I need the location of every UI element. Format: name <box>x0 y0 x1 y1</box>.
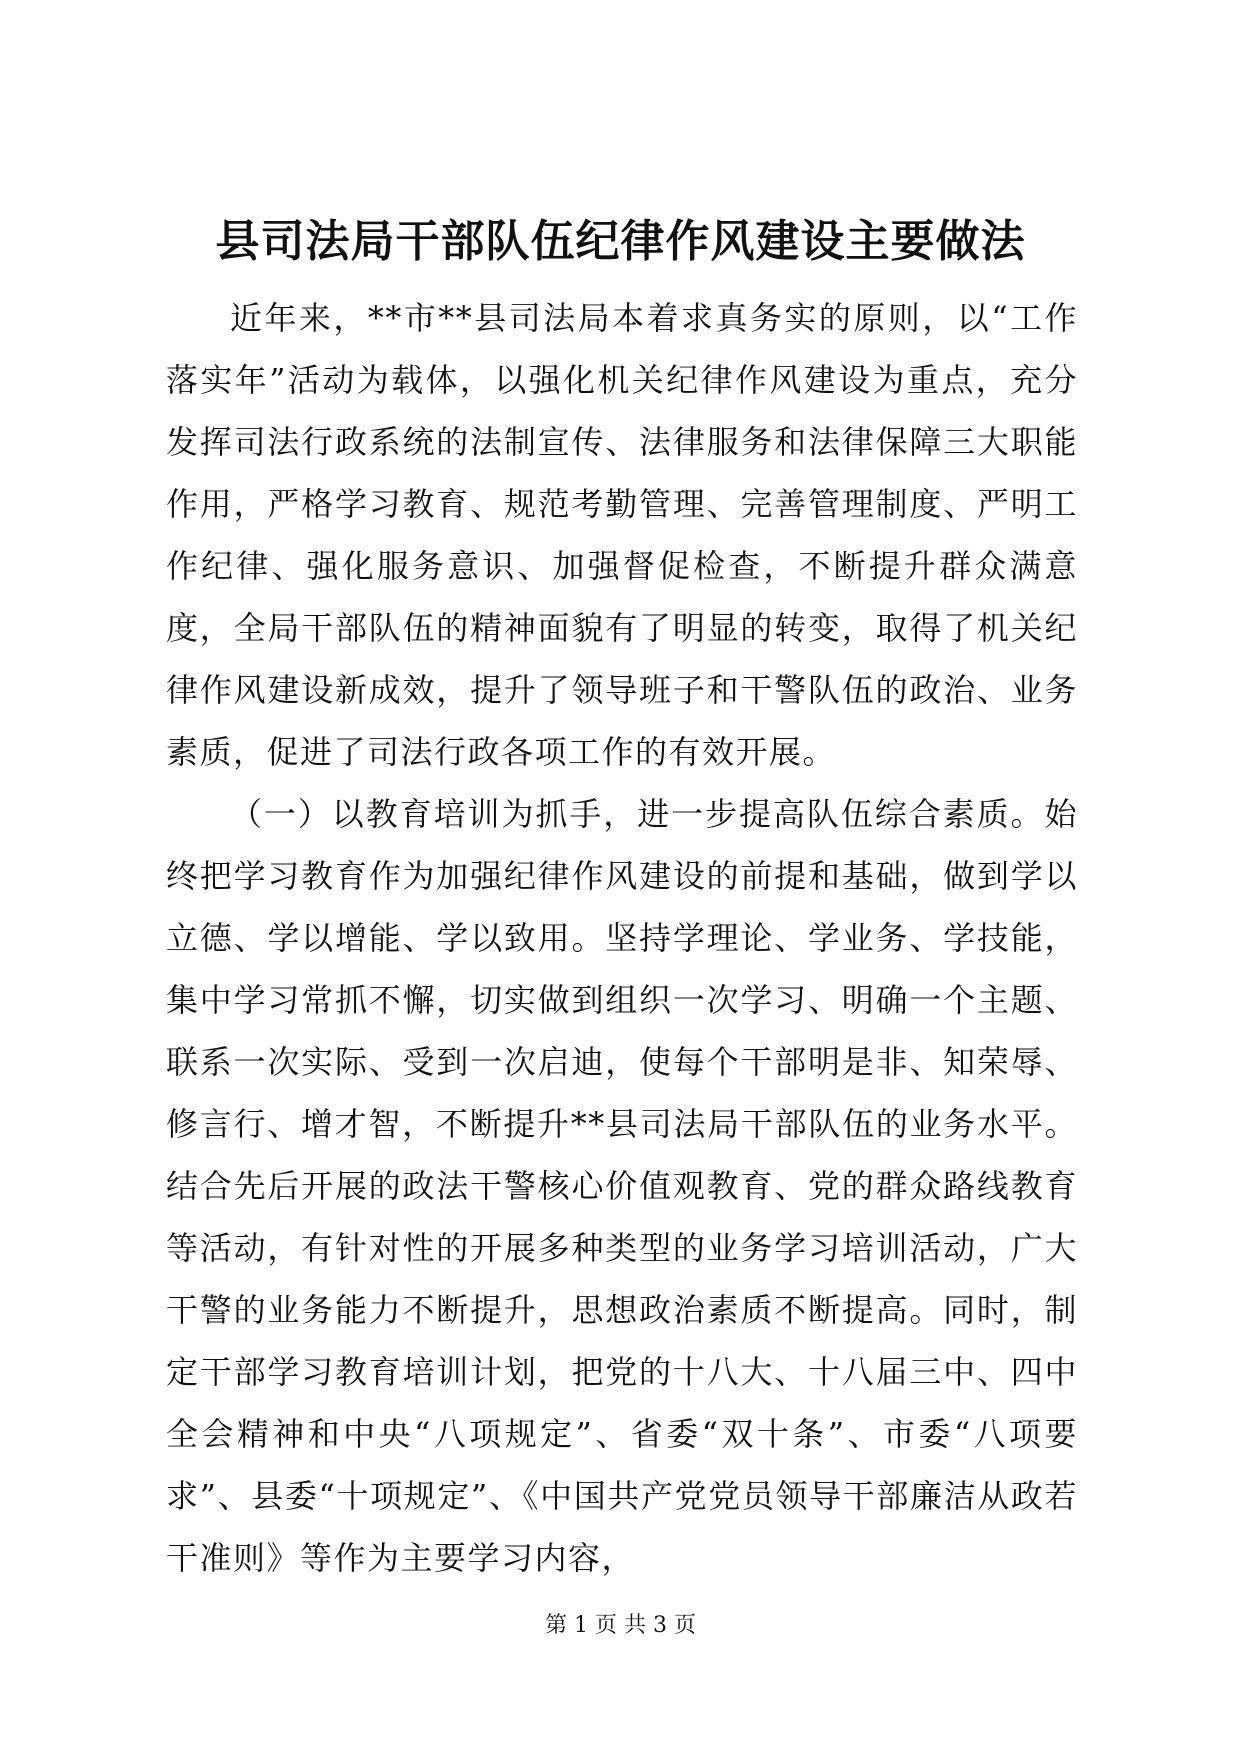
paragraph-section-1: （一）以教育培训为抓手，进一步提高队伍综合素质。始终把学习教育作为加强纪律作风建设的前提和基础，做到学以立德、学以增能、学以致用。坚持学理论、学业务、学技能，集中学习常抓不懈，切实做到组织一次学习、明确一个主题、联系一次实际、受到一次启迪，使每个干部明是非、知荣辱、修言行、增才智，不断提升**县司法局干部队伍的业务水平。结合先后开展的政法干警核心价值观教育、党的群众路线教育等活动，有针对性的开展多种类型的业务学习培训活动，广大干警的业务能力不断提升，思想政治素质不断提高。同时，制定干部学习教育培训计划，把党的十八大、十八届三中、四中全会精神和中央“八项规定”、省委“双十条”、市委“八项要求”、县委“十项规定”、《中国共产党党员领导干部廉洁从政若干准则》等作为主要学习内容， <box>166 795 1078 1577</box>
document-title: 县司法局干部队伍纪律作风建设主要做法 <box>215 216 1026 267</box>
document-body <box>166 287 1078 1589</box>
page-footer: 第 1 页 共 3 页 <box>545 1613 696 1638</box>
paragraph-intro: 近年来，**市**县司法局本着求真务实的原则，以“工作落实年”活动为载体，以强化机关纪律作风建设为重点，充分发挥司法行政系统的法制宣传、法律服务和法律保障三大职能作用，严格学习教育、规范考勤管理、完善管理制度、严明工作纪律、强化服务意识、加强督促检查，不断提升群众满意度，全局干部队伍的精神面貌有了明显的转变，取得了机关纪律作风建设新成效，提升了领导班子和干警队伍的政治、业务素质，促进了司法行政各项工作的有效开展。 <box>166 299 1078 771</box>
